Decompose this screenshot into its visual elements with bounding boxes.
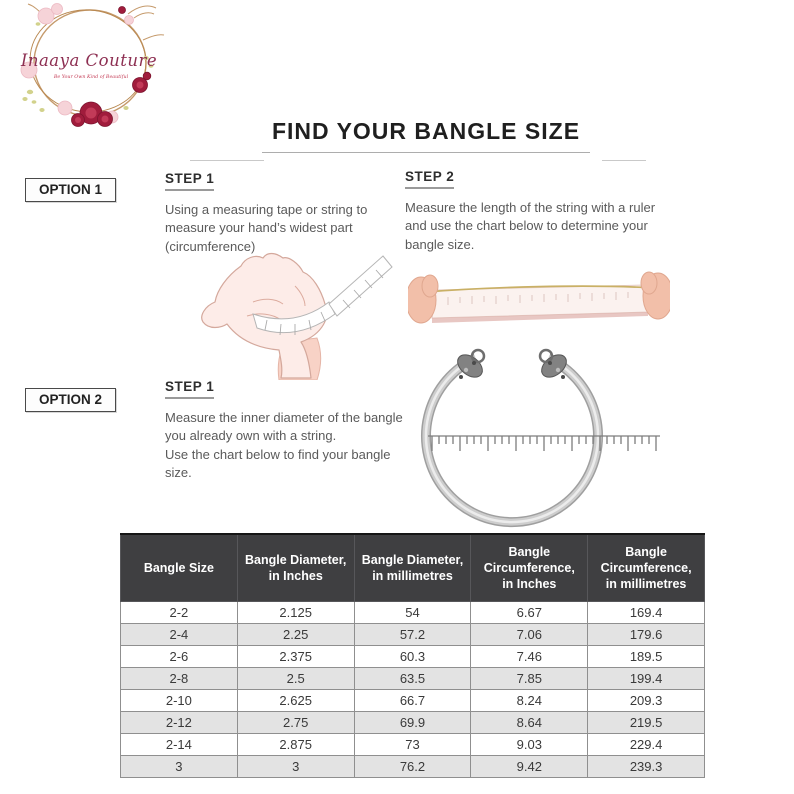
table-cell: 2.125 [237,602,354,624]
table-cell: 66.7 [354,690,471,712]
table-row [121,712,705,734]
table-cell: 2-6 [121,646,238,668]
step-text: Measure the length of the string with a ruler and use the chart below to determine your bangle size. [405,200,656,252]
table-row [121,668,705,690]
step-text: Use the chart below to find your bangle size. [165,446,391,481]
table-cell: 8.64 [471,712,588,734]
table-cell: 7.06 [471,624,588,646]
table-cell: 2-12 [121,712,238,734]
table-cell: 2.625 [237,690,354,712]
table-cell: 2.75 [237,712,354,734]
column-header: Bangle Circumference, in millimetres [588,534,705,602]
table-cell: 2.5 [237,668,354,690]
table-cell: 2-2 [121,602,238,624]
header-row [121,534,705,602]
table-cell: 7.46 [471,646,588,668]
table-cell: 57.2 [354,624,471,646]
column-header: Bangle Circumference, in Inches [471,534,588,602]
table-cell: 3 [121,756,238,778]
step-text: Measure the inner diameter of the bangle you already own with a string. [165,410,403,444]
option-1-badge: OPTION 1 [25,178,116,202]
table-cell: 229.4 [588,734,705,756]
table-cell: 2-10 [121,690,238,712]
table-cell: 63.5 [354,668,471,690]
table-row [121,690,705,712]
table-cell: 8.24 [471,690,588,712]
bangle-size-chart [120,533,705,778]
table-cell: 189.5 [588,646,705,668]
bangle-inner-diameter-illustration [412,330,668,530]
table-cell: 73 [354,734,471,756]
table-cell: 3 [237,756,354,778]
table-row [121,734,705,756]
step-heading: STEP 2 [405,169,454,189]
brand-tagline: Be Your Own Kind of Beautiful [53,75,129,80]
table-cell: 9.03 [471,734,588,756]
table-cell: 239.3 [588,756,705,778]
option-2-badge: OPTION 2 [25,388,116,412]
bangle-end-cap-right [537,350,570,382]
table-cell: 209.3 [588,690,705,712]
table-cell: 54 [354,602,471,624]
table-cell: 69.9 [354,712,471,734]
column-header: Bangle Size [121,534,238,602]
column-header: Bangle Diameter, in millimetres [354,534,471,602]
page-title: FIND YOUR BANGLE SIZE [262,118,590,153]
table-cell: 2-14 [121,734,238,756]
string-over-ruler-illustration [408,250,670,332]
table-cell: 2.25 [237,624,354,646]
table-cell: 6.67 [471,602,588,624]
table-cell: 2.375 [237,646,354,668]
table-row [121,624,705,646]
step-heading: STEP 1 [165,379,214,399]
table-cell: 199.4 [588,668,705,690]
table-cell: 2-8 [121,668,238,690]
bangle-end-cap-left [453,350,486,382]
size-table-body [121,602,705,778]
table-cell: 2.875 [237,734,354,756]
table-cell: 2-4 [121,624,238,646]
table-cell: 169.4 [588,602,705,624]
size-table-header [121,534,705,602]
title-row [0,118,794,153]
table-cell: 76.2 [354,756,471,778]
table-row [121,756,705,778]
table-cell: 219.5 [588,712,705,734]
column-header: Bangle Diameter, in Inches [237,534,354,602]
decorative-line-right [602,160,646,161]
table-cell: 7.85 [471,668,588,690]
table-row [121,602,705,624]
step-heading: STEP 1 [165,171,214,191]
hand-measuring-tape-illustration [183,242,395,380]
table-cell: 179.6 [588,624,705,646]
table-cell: 9.42 [471,756,588,778]
brand-logo [8,0,170,132]
step-text: Using a measuring tape or string to measure your hand’s widest part (circumference) [165,202,368,254]
table-cell: 60.3 [354,646,471,668]
brand-name: Inaaya Couture [20,51,158,70]
table-row [121,646,705,668]
option1-step2 [405,168,667,254]
option2-step1 [165,378,417,483]
ruler-line [428,436,660,451]
decorative-line-left [190,160,264,161]
